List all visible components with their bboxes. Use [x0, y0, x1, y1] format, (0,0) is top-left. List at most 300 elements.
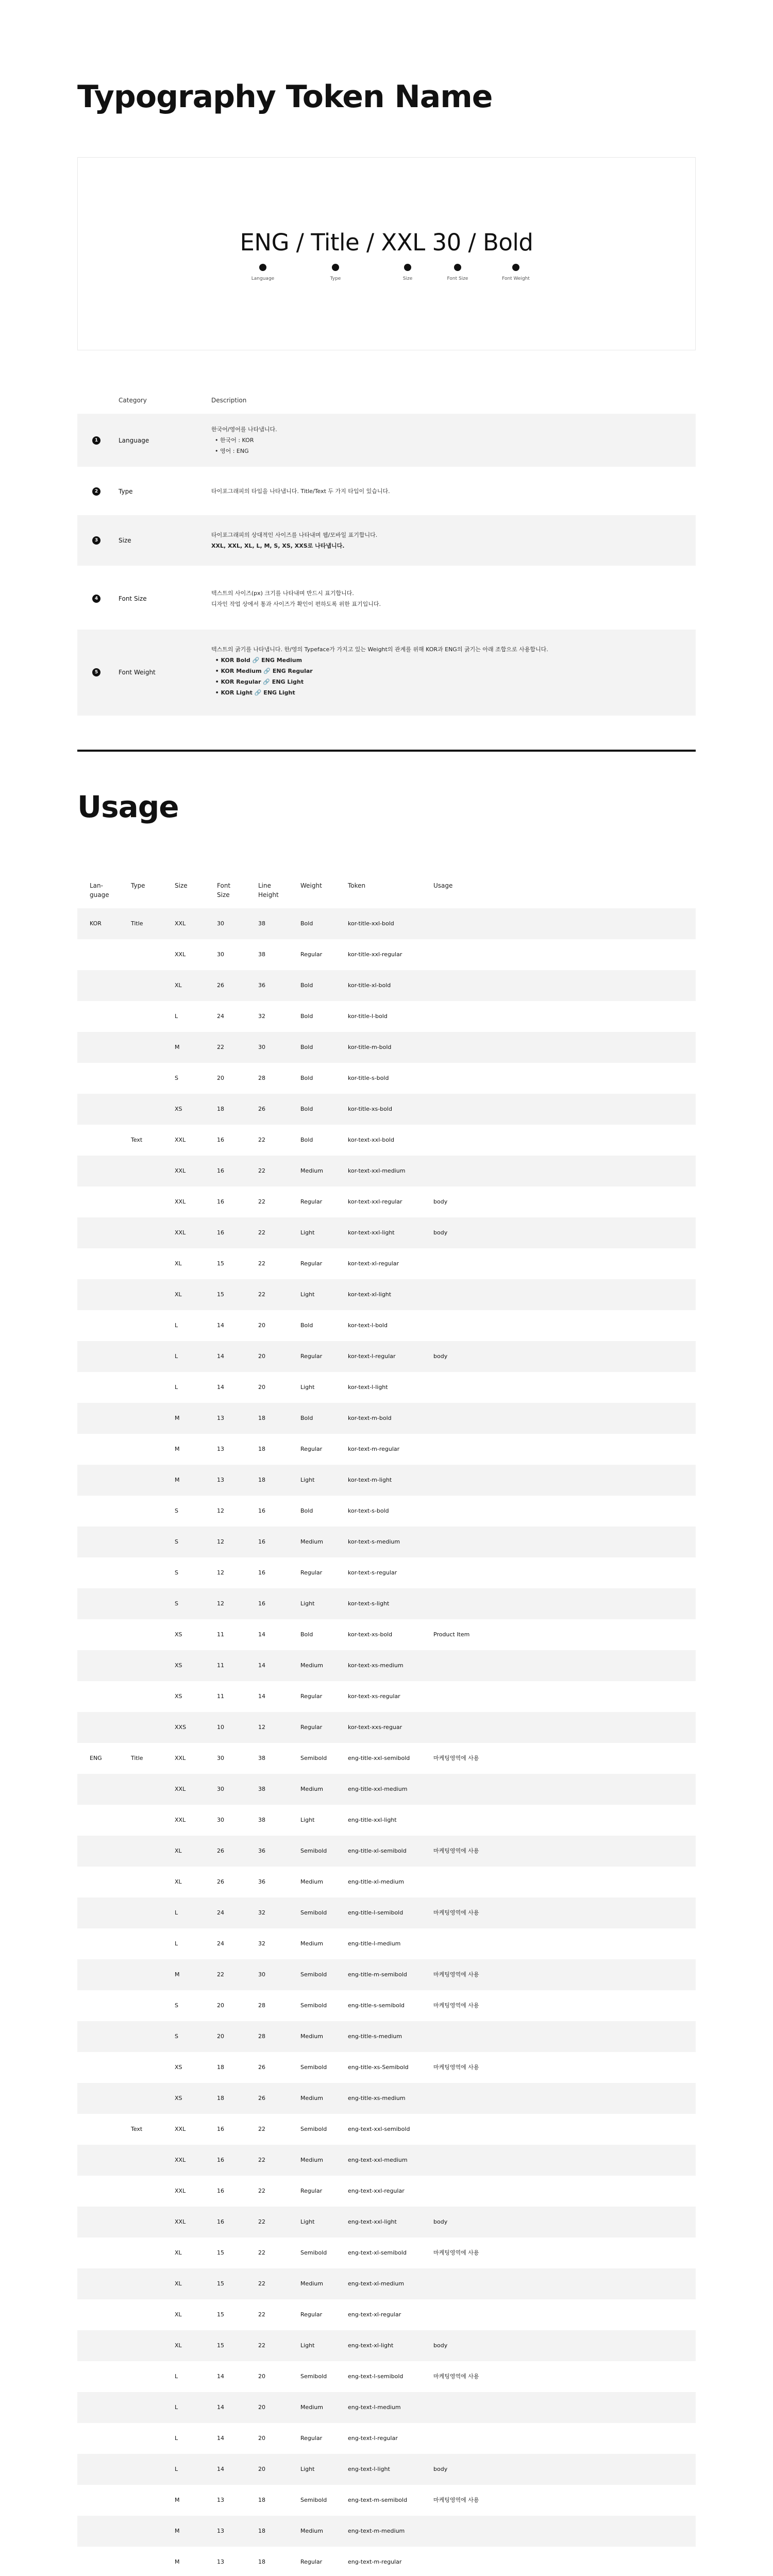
table-row	[77, 1094, 696, 1125]
table-row	[77, 1001, 696, 1032]
table-row	[77, 2083, 696, 2114]
cell-size: XXL	[175, 1167, 186, 1174]
usage-table-header	[77, 881, 696, 902]
cell-line-height: 32	[258, 1909, 265, 1916]
cell-font-size: 14	[217, 1384, 224, 1391]
cell-weight: Bold	[300, 1044, 313, 1050]
description-row-language	[77, 414, 696, 467]
cell-weight: Bold	[300, 1075, 313, 1081]
description-line: 텍스트의 굵기를 나타냅니다. 한/영의 Typeface가 가지고 있는 Weight의 관계를 위해 KOR과 ENG의 굵기는 아래 조합으로 사용합니다.	[211, 646, 548, 653]
cell-token: kor-title-m-bold	[348, 1044, 392, 1050]
cell-token: eng-text-l-light	[348, 2466, 390, 2472]
cell-size: XS	[175, 1106, 182, 1112]
cell-token: kor-title-xxl-bold	[348, 920, 394, 927]
cell-weight: Light	[300, 1384, 315, 1391]
cell-font-size: 12	[217, 1600, 224, 1607]
cell-size: L	[175, 2466, 178, 2472]
cell-size: XXL	[175, 1137, 186, 1143]
cell-token: kor-text-l-light	[348, 1384, 388, 1391]
cell-token: eng-text-xxl-medium	[348, 2157, 408, 2163]
table-row	[77, 2516, 696, 2547]
cell-weight: Regular	[300, 1724, 323, 1731]
cell-token: eng-text-m-semibold	[348, 2497, 408, 2503]
table-row	[77, 2021, 696, 2052]
cell-size: XL	[175, 2249, 182, 2256]
cell-weight: Light	[300, 1817, 315, 1823]
cell-font-size: 13	[217, 1415, 224, 1421]
cell-weight: Light	[300, 2218, 315, 2225]
cell-font-size: 26	[217, 1878, 224, 1885]
table-row	[77, 1557, 696, 1588]
cell-token: kor-text-m-light	[348, 1477, 392, 1483]
description-line: • KOR Regular 🔗 ENG Light	[211, 679, 304, 685]
cell-token: eng-text-l-regular	[348, 2435, 398, 2442]
table-row	[77, 1496, 696, 1527]
cell-weight: Bold	[300, 920, 313, 927]
cell-usage: body	[433, 2466, 448, 2472]
cell-size: S	[175, 1538, 178, 1545]
cell-weight: Bold	[300, 982, 313, 989]
token-parts	[78, 264, 695, 284]
cell-token: eng-title-xl-medium	[348, 1878, 404, 1885]
cell-weight: Bold	[300, 1507, 313, 1514]
table-row	[77, 2454, 696, 2485]
cell-weight: Medium	[300, 1786, 323, 1792]
table-row	[77, 1403, 696, 1434]
cell-usage: body	[433, 1229, 448, 1236]
cell-font-size: 13	[217, 2558, 224, 2565]
cell-size: XXL	[175, 1755, 186, 1761]
cell-token: eng-title-xxl-medium	[348, 1786, 408, 1792]
cell-font-size: 14	[217, 2373, 224, 2380]
cell-weight: Regular	[300, 951, 323, 958]
cell-font-size: 26	[217, 982, 224, 989]
description-line: 텍스트의 사이즈(px) 크기를 나타내며 반드시 표기합니다.	[211, 590, 354, 597]
description-line: 디자인 작업 상에서 통과 사이즈가 확인이 편하도록 위한 표기입니다.	[211, 601, 381, 607]
cell-token: eng-text-xl-semibold	[348, 2249, 407, 2256]
table-row	[77, 2207, 696, 2238]
cell-font-size: 30	[217, 951, 224, 958]
cell-usage: 마케팅영역에 사용	[433, 2002, 479, 2009]
cell-usage: 마케팅영역에 사용	[433, 2249, 479, 2256]
cell-token: eng-text-xxl-semibold	[348, 2126, 410, 2132]
token-part-language	[234, 264, 291, 281]
cell-font-size: 24	[217, 1909, 224, 1916]
cell-weight: Regular	[300, 2188, 323, 2194]
cell-usage: 마케팅영역에 사용	[433, 1848, 479, 1854]
cell-token: eng-text-l-medium	[348, 2404, 401, 2411]
cell-size: XXL	[175, 951, 186, 958]
cell-font-size: 15	[217, 2342, 224, 2349]
table-row	[77, 1187, 696, 1217]
header-language: Lan- guage	[90, 882, 109, 899]
cell-language: ENG	[90, 1755, 102, 1761]
cell-weight: Light	[300, 2466, 315, 2472]
cell-font-size: 16	[217, 1198, 224, 1205]
cell-token: eng-text-l-semibold	[348, 2373, 404, 2380]
table-row	[77, 1743, 696, 1774]
cell-font-size: 14	[217, 1322, 224, 1329]
cell-usage: Product Item	[433, 1631, 470, 1638]
cell-weight: Medium	[300, 1940, 323, 1947]
cell-size: M	[175, 1446, 180, 1452]
cell-line-height: 22	[258, 1167, 265, 1174]
cell-size: L	[175, 1322, 178, 1329]
cell-line-height: 38	[258, 1786, 265, 1792]
cell-font-size: 15	[217, 1260, 224, 1267]
table-row	[77, 2361, 696, 2392]
cell-weight: Light	[300, 2342, 315, 2349]
cell-size: M	[175, 1415, 180, 1421]
table-row	[77, 1774, 696, 1805]
table-row	[77, 2238, 696, 2268]
cell-size: L	[175, 1384, 178, 1391]
cell-font-size: 14	[217, 1353, 224, 1360]
table-row	[77, 1217, 696, 1248]
description-line: • 영어 : ENG	[211, 448, 249, 454]
cell-token: kor-text-m-regular	[348, 1446, 400, 1452]
table-row	[77, 1681, 696, 1712]
cell-token: kor-text-xxl-regular	[348, 1198, 402, 1205]
cell-usage: 마케팅영역에 사용	[433, 2373, 479, 2380]
table-row	[77, 2330, 696, 2361]
token-part-caption: Size	[402, 276, 413, 281]
step-number-badge: 1	[92, 436, 100, 445]
description-line: • KOR Light 🔗 ENG Light	[211, 689, 295, 696]
cell-token: eng-title-xs-medium	[348, 2095, 406, 2102]
cell-usage: 마케팅영역에 사용	[433, 1971, 479, 1978]
cell-token: kor-text-l-bold	[348, 1322, 388, 1329]
cell-weight: Semibold	[300, 1755, 327, 1761]
cell-size: XL	[175, 2311, 182, 2318]
cell-token: eng-title-l-semibold	[348, 1909, 404, 1916]
description-line: 타이포그래피의 타입을 나타냅니다. Title/Text 두 가지 타입이 있습니다.	[211, 488, 390, 495]
cell-token: eng-title-xxl-semibold	[348, 1755, 410, 1761]
cell-line-height: 22	[258, 1229, 265, 1236]
cell-weight: Semibold	[300, 2249, 327, 2256]
cell-font-size: 14	[217, 2435, 224, 2442]
cell-size: XXL	[175, 2157, 186, 2163]
cell-line-height: 38	[258, 920, 265, 927]
description-line: • KOR Medium 🔗 ENG Regular	[211, 668, 313, 674]
token-part-caption: Type	[330, 276, 341, 281]
cell-size: S	[175, 1075, 178, 1081]
step-number-badge: 5	[92, 668, 100, 676]
cell-font-size: 30	[217, 1755, 224, 1761]
description-text	[211, 486, 390, 497]
cell-weight: Light	[300, 1600, 315, 1607]
cell-line-height: 20	[258, 2373, 265, 2380]
header-line-height: Line Height	[258, 882, 279, 899]
cell-font-size: 14	[217, 2404, 224, 2411]
cell-weight: Regular	[300, 1693, 323, 1700]
table-row	[77, 1867, 696, 1897]
cell-weight: Semibold	[300, 2373, 327, 2380]
table-row	[77, 2268, 696, 2299]
table-row	[77, 1372, 696, 1403]
cell-usage: body	[433, 1198, 448, 1205]
cell-weight: Bold	[300, 1322, 313, 1329]
cell-line-height: 26	[258, 2095, 265, 2102]
cell-weight: Bold	[300, 1106, 313, 1112]
cell-line-height: 18	[258, 2528, 265, 2534]
cell-size: S	[175, 1569, 178, 1576]
cell-line-height: 20	[258, 1322, 265, 1329]
description-category: Language	[119, 437, 149, 444]
table-row	[77, 2423, 696, 2454]
cell-type: Text	[131, 2126, 143, 2132]
cell-line-height: 18	[258, 1477, 265, 1483]
description-category: Font Weight	[119, 669, 156, 676]
cell-size: XS	[175, 2095, 182, 2102]
cell-size: XXL	[175, 2218, 186, 2225]
cell-size: XXL	[175, 2126, 186, 2132]
table-row	[77, 1619, 696, 1650]
cell-line-height: 22	[258, 2342, 265, 2349]
cell-line-height: 20	[258, 1353, 265, 1360]
cell-size: XXS	[175, 1724, 187, 1731]
cell-font-size: 24	[217, 1013, 224, 1020]
token-part-type	[307, 264, 364, 281]
table-row	[77, 2392, 696, 2423]
cell-line-height: 14	[258, 1693, 265, 1700]
cell-token: kor-text-s-bold	[348, 1507, 389, 1514]
cell-token: eng-title-s-semibold	[348, 2002, 405, 2009]
cell-token: kor-title-xl-bold	[348, 982, 391, 989]
cell-line-height: 18	[258, 1446, 265, 1452]
cell-line-height: 28	[258, 1075, 265, 1081]
cell-font-size: 30	[217, 920, 224, 927]
table-row	[77, 1650, 696, 1681]
table-row	[77, 908, 696, 939]
table-row	[77, 1156, 696, 1187]
cell-weight: Light	[300, 1229, 315, 1236]
cell-weight: Medium	[300, 2095, 323, 2102]
cell-token: eng-text-xxl-light	[348, 2218, 397, 2225]
cell-size: XXL	[175, 920, 186, 927]
cell-line-height: 28	[258, 2002, 265, 2009]
cell-size: L	[175, 2404, 178, 2411]
header-token: Token	[348, 882, 366, 889]
cell-size: L	[175, 2435, 178, 2442]
table-row	[77, 1990, 696, 2021]
table-row	[77, 2547, 696, 2576]
description-category: Type	[119, 488, 133, 495]
table-row	[77, 1279, 696, 1310]
cell-weight: Light	[300, 1291, 315, 1298]
cell-font-size: 12	[217, 1569, 224, 1576]
table-row	[77, 2299, 696, 2330]
cell-font-size: 30	[217, 1786, 224, 1792]
cell-font-size: 12	[217, 1538, 224, 1545]
table-row	[77, 1248, 696, 1279]
usage-table	[77, 908, 696, 2576]
step-number-badge: 3	[92, 536, 100, 545]
cell-token: kor-text-m-bold	[348, 1415, 392, 1421]
table-row	[77, 939, 696, 970]
cell-usage: 마케팅영역에 사용	[433, 1755, 479, 1761]
step-number-badge: 4	[92, 595, 100, 603]
cell-line-height: 26	[258, 1106, 265, 1112]
table-row	[77, 2145, 696, 2176]
cell-line-height: 36	[258, 1848, 265, 1854]
cell-size: XXL	[175, 1786, 186, 1792]
cell-token: kor-text-xxs-reguar	[348, 1724, 402, 1731]
cell-weight: Bold	[300, 1137, 313, 1143]
description-row-font-weight	[77, 630, 696, 716]
description-text	[211, 530, 377, 551]
cell-font-size: 15	[217, 2311, 224, 2318]
cell-size: S	[175, 1507, 178, 1514]
cell-line-height: 20	[258, 2435, 265, 2442]
cell-token: eng-title-s-medium	[348, 2033, 402, 2040]
cell-font-size: 16	[217, 1167, 224, 1174]
cell-weight: Medium	[300, 2528, 323, 2534]
cell-size: L	[175, 1940, 178, 1947]
description-row-font-size	[77, 574, 696, 623]
cell-font-size: 13	[217, 1446, 224, 1452]
cell-token: kor-text-xl-regular	[348, 1260, 399, 1267]
cell-font-size: 16	[217, 2218, 224, 2225]
cell-token: kor-text-s-medium	[348, 1538, 400, 1545]
description-text	[211, 644, 548, 698]
step-dot-icon	[332, 264, 339, 271]
cell-usage: body	[433, 1353, 448, 1360]
table-row	[77, 1341, 696, 1372]
cell-font-size: 16	[217, 1137, 224, 1143]
cell-size: S	[175, 2033, 178, 2040]
description-line: XXL, XXL, XL, L, M, S, XS, XXS로 나타냅니다.	[211, 543, 345, 549]
cell-weight: Regular	[300, 1569, 323, 1576]
cell-size: M	[175, 1477, 180, 1483]
cell-line-height: 12	[258, 1724, 265, 1731]
cell-line-height: 28	[258, 2033, 265, 2040]
cell-weight: Semibold	[300, 2002, 327, 2009]
token-example-card	[77, 157, 696, 350]
cell-weight: Regular	[300, 1198, 323, 1205]
table-row	[77, 1434, 696, 1465]
cell-weight: Semibold	[300, 2064, 327, 2071]
cell-token: eng-title-l-medium	[348, 1940, 401, 1947]
cell-type: Title	[131, 920, 143, 927]
cell-line-height: 14	[258, 1662, 265, 1669]
cell-token: kor-text-xs-bold	[348, 1631, 393, 1638]
description-category: Size	[119, 537, 131, 544]
cell-line-height: 38	[258, 1755, 265, 1761]
table-row	[77, 970, 696, 1001]
cell-token: kor-text-xxl-bold	[348, 1137, 394, 1143]
cell-line-height: 20	[258, 1384, 265, 1391]
cell-type: Text	[131, 1137, 143, 1143]
cell-size: XS	[175, 1662, 182, 1669]
cell-weight: Medium	[300, 2404, 323, 2411]
cell-token: eng-title-m-semibold	[348, 1971, 407, 1978]
table-row	[77, 1125, 696, 1156]
cell-line-height: 18	[258, 1415, 265, 1421]
cell-line-height: 22	[258, 1291, 265, 1298]
cell-line-height: 20	[258, 2404, 265, 2411]
cell-line-height: 26	[258, 2064, 265, 2071]
cell-font-size: 16	[217, 2157, 224, 2163]
table-row	[77, 2052, 696, 2083]
cell-weight: Semibold	[300, 1971, 327, 1978]
cell-weight: Medium	[300, 2033, 323, 2040]
cell-size: L	[175, 2373, 178, 2380]
cell-font-size: 26	[217, 1848, 224, 1854]
table-row	[77, 1836, 696, 1867]
cell-size: L	[175, 1013, 178, 1020]
token-part-caption: Font Size	[447, 276, 468, 281]
cell-font-size: 20	[217, 1075, 224, 1081]
description-category: Font Size	[119, 595, 147, 602]
cell-line-height: 38	[258, 951, 265, 958]
cell-line-height: 22	[258, 2280, 265, 2287]
table-row	[77, 1465, 696, 1496]
cell-token: eng-text-m-medium	[348, 2528, 405, 2534]
cell-line-height: 22	[258, 2157, 265, 2163]
cell-line-height: 18	[258, 2558, 265, 2565]
cell-token: kor-title-xs-bold	[348, 1106, 392, 1112]
cell-font-size: 12	[217, 1507, 224, 1514]
cell-weight: Semibold	[300, 1909, 327, 1916]
cell-token: kor-text-xxl-light	[348, 1229, 395, 1236]
cell-token: eng-text-xxl-regular	[348, 2188, 405, 2194]
cell-size: XL	[175, 2342, 182, 2349]
cell-line-height: 38	[258, 1817, 265, 1823]
cell-line-height: 30	[258, 1971, 265, 1978]
cell-size: XS	[175, 1693, 182, 1700]
cell-token: eng-text-xl-regular	[348, 2311, 401, 2318]
cell-font-size: 30	[217, 1817, 224, 1823]
cell-token: kor-text-s-light	[348, 1600, 390, 1607]
step-number-badge: 2	[92, 487, 100, 496]
cell-font-size: 13	[217, 2497, 224, 2503]
cell-weight: Regular	[300, 2435, 323, 2442]
description-table-header	[77, 397, 696, 407]
table-row	[77, 1032, 696, 1063]
table-row	[77, 2485, 696, 2516]
cell-token: kor-text-l-regular	[348, 1353, 396, 1360]
cell-token: kor-text-xs-medium	[348, 1662, 404, 1669]
token-part-font-size	[429, 264, 486, 281]
cell-weight: Bold	[300, 1631, 313, 1638]
cell-size: S	[175, 1600, 178, 1607]
cell-token: eng-title-xs-Semibold	[348, 2064, 409, 2071]
cell-size: M	[175, 1044, 180, 1050]
cell-size: M	[175, 2558, 180, 2565]
cell-size: XL	[175, 1260, 182, 1267]
page-title: Typography Token Name	[77, 79, 493, 115]
cell-line-height: 32	[258, 1013, 265, 1020]
table-row	[77, 1527, 696, 1557]
cell-line-height: 32	[258, 1940, 265, 1947]
header-font-size: Font Size	[217, 882, 231, 899]
cell-font-size: 15	[217, 2249, 224, 2256]
token-example-name: ENG / Title / XXL 30 / Bold	[240, 229, 533, 256]
table-row	[77, 2114, 696, 2145]
cell-font-size: 18	[217, 1106, 224, 1112]
cell-size: XXL	[175, 2188, 186, 2194]
header-weight: Weight	[300, 882, 322, 889]
cell-size: M	[175, 1971, 180, 1978]
cell-size: L	[175, 1909, 178, 1916]
description-line: • KOR Bold 🔗 ENG Medium	[211, 657, 303, 664]
table-row	[77, 2176, 696, 2207]
cell-size: S	[175, 2002, 178, 2009]
cell-weight: Medium	[300, 1167, 323, 1174]
cell-weight: Semibold	[300, 1848, 327, 1854]
cell-token: eng-title-xxl-light	[348, 1817, 397, 1823]
